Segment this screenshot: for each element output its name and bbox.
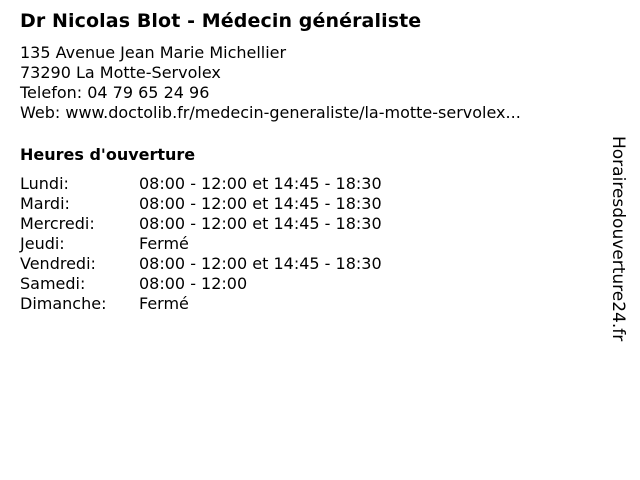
day-label: Vendredi: — [20, 254, 96, 273]
day-hours: Fermé — [139, 234, 189, 253]
day-label: Mardi: — [20, 194, 70, 213]
address-city: 73290 La Motte-Servolex — [20, 63, 221, 82]
opening-hours-heading: Heures d'ouverture — [20, 145, 196, 164]
page-title: Dr Nicolas Blot - Médecin généraliste — [20, 10, 422, 32]
day-label: Mercredi: — [20, 214, 95, 233]
day-hours: 08:00 - 12:00 et 14:45 - 18:30 — [139, 254, 382, 273]
day-hours: 08:00 - 12:00 — [139, 274, 248, 293]
day-label: Jeudi: — [20, 234, 65, 253]
website-link[interactable]: Web: www.doctolib.fr/medecin-generaliste/la-motte-servolex... — [20, 103, 521, 122]
site-watermark: Horairesdouverture24.fr — [608, 136, 628, 342]
contact-info — [20, 43, 521, 123]
day-hours: 08:00 - 12:00 et 14:45 - 18:30 — [139, 174, 382, 193]
phone-number: Telefon: 04 79 65 24 96 — [20, 83, 210, 102]
day-hours: 08:00 - 12:00 et 14:45 - 18:30 — [139, 194, 382, 213]
address-street: 135 Avenue Jean Marie Michellier — [20, 43, 287, 62]
day-label: Lundi: — [20, 174, 69, 193]
day-label: Dimanche: — [20, 294, 107, 313]
day-label: Samedi: — [20, 274, 86, 293]
day-hours: Fermé — [139, 294, 189, 313]
day-hours: 08:00 - 12:00 et 14:45 - 18:30 — [139, 214, 382, 233]
